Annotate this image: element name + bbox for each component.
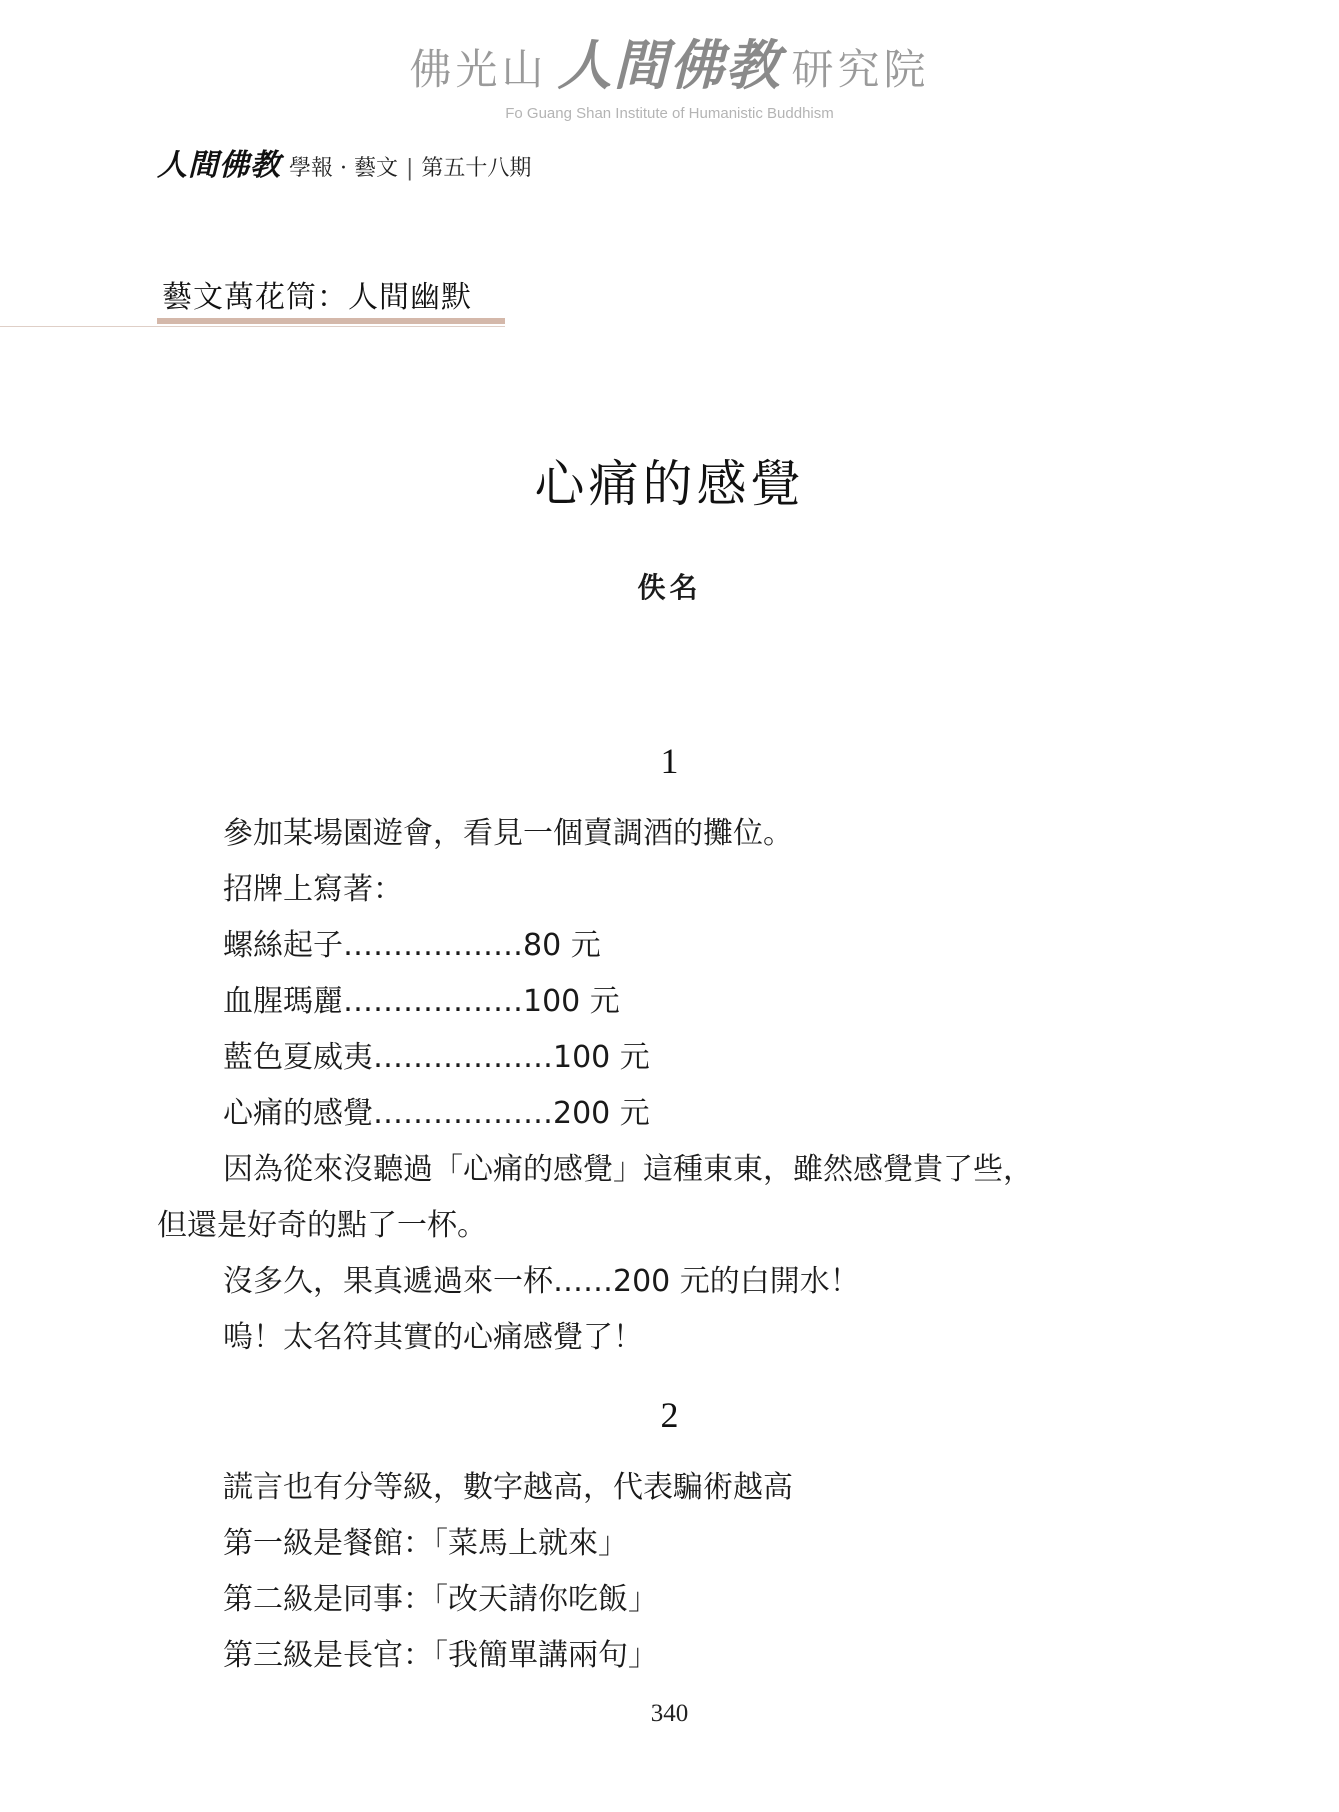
section-underline xyxy=(157,318,505,324)
journal-name: 學報 · 藝文 xyxy=(289,156,398,181)
institute-masthead xyxy=(0,33,1339,122)
paragraph-line: 參加某場園遊會，看見一個賣調酒的攤位。 xyxy=(223,816,793,851)
paragraph-line: 謊言也有分等級，數字越高，代表騙術越高 xyxy=(223,1470,793,1505)
menu-item-line: 血腥瑪麗………………100 元 xyxy=(223,984,620,1019)
masthead-brand: 人間佛教 xyxy=(557,33,782,97)
page-number: 340 xyxy=(650,1700,689,1727)
section-rule xyxy=(0,326,505,327)
article-author: 佚名 xyxy=(637,571,702,604)
journal-brand: 人間佛教 xyxy=(157,148,281,183)
journal-issue: 第五十八期 xyxy=(421,156,532,181)
menu-item-line: 心痛的感覺………………200 元 xyxy=(223,1096,650,1131)
institute-english-name: Fo Guang Shan Institute of Humanistic Buddhism xyxy=(505,105,834,122)
article-title: 心痛的感覺 xyxy=(534,455,805,513)
running-header xyxy=(157,140,531,184)
paragraph-line: 因為從來沒聽過「心痛的感覺」這種東東，雖然感覺貴了些， xyxy=(223,1152,1033,1187)
institute-logo xyxy=(0,33,1339,97)
menu-item-line: 螺絲起子………………80 元 xyxy=(223,928,601,963)
menu-item-line: 藍色夏威夷………………100 元 xyxy=(223,1040,650,1075)
paragraph-line: 招牌上寫著： xyxy=(223,872,403,907)
paragraph-line: 第一級是餐館：「菜馬上就來」 xyxy=(223,1526,628,1561)
paragraph-line: 但還是好奇的點了一杯。 xyxy=(157,1208,487,1243)
section-number-1: 1 xyxy=(660,741,679,781)
section-label: 藝文萬花筒：人間幽默 xyxy=(162,280,472,315)
paragraph-line: 嗚！太名符其實的心痛感覺了！ xyxy=(223,1320,643,1355)
paragraph-line: 第二級是同事：「改天請你吃飯」 xyxy=(223,1582,658,1617)
masthead-right: 研究院 xyxy=(791,45,930,94)
paragraph-line: 沒多久，果真遞過來一杯……200 元的白開水！ xyxy=(223,1264,860,1299)
header-divider: | xyxy=(405,156,414,181)
masthead-left: 佛光山 xyxy=(409,45,548,94)
section-number-2: 2 xyxy=(660,1395,679,1435)
paragraph-line: 第三級是長官：「我簡單講兩句」 xyxy=(223,1638,658,1673)
